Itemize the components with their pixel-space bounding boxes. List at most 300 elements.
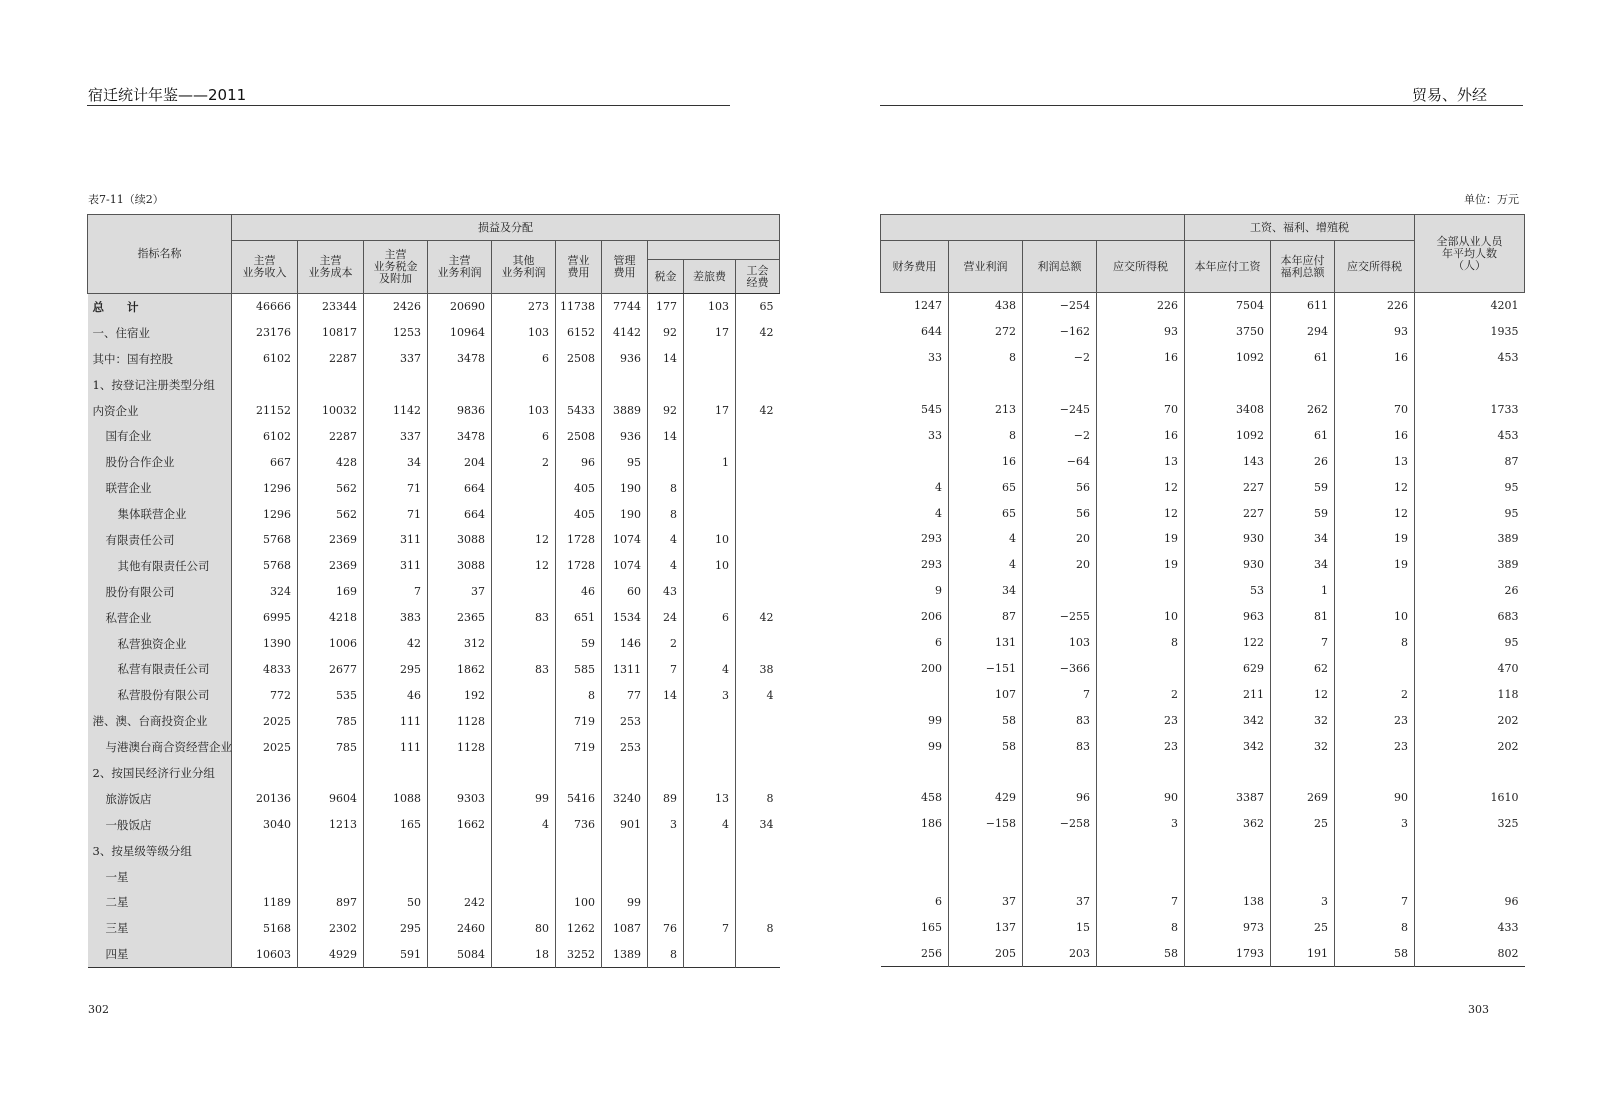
table-cell: 1 bbox=[684, 449, 736, 475]
table-cell: 1189 bbox=[232, 889, 298, 915]
table-cell: −158 bbox=[949, 811, 1023, 837]
table-cell: 100 bbox=[556, 889, 602, 915]
table-cell: 6 bbox=[492, 346, 556, 372]
table-cell: 192 bbox=[428, 682, 492, 708]
table-cell: −245 bbox=[1023, 397, 1097, 423]
table-row bbox=[88, 915, 780, 941]
table-cell: 2508 bbox=[556, 346, 602, 372]
table-cell bbox=[1271, 863, 1335, 889]
table-cell: 16 bbox=[1335, 345, 1415, 371]
table-row bbox=[88, 682, 780, 708]
table-cell bbox=[648, 889, 684, 915]
table-cell: 7744 bbox=[602, 294, 648, 320]
table-cell: 23 bbox=[1097, 733, 1185, 759]
table-cell bbox=[298, 372, 364, 398]
table-cell: 16 bbox=[949, 448, 1023, 474]
table-row bbox=[88, 501, 780, 527]
table-cell: 611 bbox=[1271, 293, 1335, 319]
table-cell: 562 bbox=[298, 475, 364, 501]
table-cell bbox=[684, 760, 736, 786]
table-cell bbox=[492, 631, 556, 657]
table-cell: 1862 bbox=[428, 656, 492, 682]
table-cell: 96 bbox=[556, 449, 602, 475]
table-row bbox=[881, 578, 1525, 604]
table-cell: 429 bbox=[949, 785, 1023, 811]
table-row bbox=[881, 422, 1525, 448]
table-cell: 25 bbox=[1271, 914, 1335, 940]
table-cell: 165 bbox=[364, 812, 428, 838]
col-header: 本年应付工资 bbox=[1185, 241, 1271, 293]
table-cell: 664 bbox=[428, 501, 492, 527]
table-cell bbox=[364, 838, 428, 864]
table-cell bbox=[492, 475, 556, 501]
table-cell: 53 bbox=[1185, 578, 1271, 604]
table-cell bbox=[736, 527, 780, 553]
table-cell: 58 bbox=[1335, 940, 1415, 966]
row-label: 2、按国民经济行业分组 bbox=[88, 760, 232, 786]
table-row bbox=[88, 941, 780, 967]
table-cell bbox=[736, 475, 780, 501]
table-cell: 4218 bbox=[298, 605, 364, 631]
table-cell: 59 bbox=[1271, 500, 1335, 526]
table-cell: 1128 bbox=[428, 734, 492, 760]
table-cell: 683 bbox=[1415, 604, 1525, 630]
table-cell: 177 bbox=[648, 294, 684, 320]
table-cell: 5084 bbox=[428, 941, 492, 967]
table-cell bbox=[232, 372, 298, 398]
table-cell: 10 bbox=[1097, 604, 1185, 630]
table-cell bbox=[1335, 578, 1415, 604]
table-row bbox=[881, 733, 1525, 759]
table-cell: 17 bbox=[684, 398, 736, 424]
table-cell: 191 bbox=[1271, 940, 1335, 966]
table-cell: 13 bbox=[684, 786, 736, 812]
table-row bbox=[881, 371, 1525, 397]
table-cell: 26 bbox=[1415, 578, 1525, 604]
row-label: 一般饭店 bbox=[88, 812, 232, 838]
table-cell: 2677 bbox=[298, 656, 364, 682]
table-cell: 3 bbox=[1271, 888, 1335, 914]
table-cell: 936 bbox=[602, 346, 648, 372]
table-cell: 5768 bbox=[232, 527, 298, 553]
table-row bbox=[88, 449, 780, 475]
table-cell: 963 bbox=[1185, 604, 1271, 630]
table-cell: −2 bbox=[1023, 345, 1097, 371]
table-cell bbox=[364, 372, 428, 398]
table-cell bbox=[1335, 863, 1415, 889]
table-cell: 3088 bbox=[428, 553, 492, 579]
table-cell: 213 bbox=[949, 397, 1023, 423]
running-header-right: 贸易、外经 bbox=[1411, 86, 1487, 104]
table-cell: 311 bbox=[364, 527, 428, 553]
table-cell: 19 bbox=[1335, 526, 1415, 552]
table-cell bbox=[736, 864, 780, 890]
table-cell: 667 bbox=[232, 449, 298, 475]
table-row bbox=[88, 605, 780, 631]
table-cell: 9303 bbox=[428, 786, 492, 812]
table-cell: 2 bbox=[1097, 681, 1185, 707]
table-cell: 253 bbox=[602, 708, 648, 734]
row-label: 内资企业 bbox=[88, 398, 232, 424]
table-cell: 87 bbox=[949, 604, 1023, 630]
table-cell: 9604 bbox=[298, 786, 364, 812]
table-cell: 14 bbox=[648, 423, 684, 449]
row-label: 四星 bbox=[88, 941, 232, 967]
table-cell: 4 bbox=[684, 656, 736, 682]
row-label: 港、澳、台商投资企业 bbox=[88, 708, 232, 734]
table-cell: 7 bbox=[684, 915, 736, 941]
table-cell: 1074 bbox=[602, 527, 648, 553]
table-row bbox=[881, 604, 1525, 630]
table-cell: 70 bbox=[1097, 397, 1185, 423]
table-cell: 3750 bbox=[1185, 319, 1271, 345]
table-row bbox=[88, 579, 780, 605]
table-cell bbox=[648, 372, 684, 398]
table-cell: 294 bbox=[1271, 319, 1335, 345]
table-row bbox=[881, 785, 1525, 811]
table-cell: 20690 bbox=[428, 294, 492, 320]
table-cell: 1247 bbox=[914, 299, 942, 313]
table-cell: 4 bbox=[935, 480, 942, 494]
table-cell: 24 bbox=[648, 605, 684, 631]
table-row bbox=[881, 681, 1525, 707]
table-cell bbox=[1097, 863, 1185, 889]
table-cell: 19 bbox=[1097, 526, 1185, 552]
table-cell: 1087 bbox=[602, 915, 648, 941]
table-row bbox=[881, 293, 1525, 319]
table-cell: 3252 bbox=[556, 941, 602, 967]
blank-group-header bbox=[881, 215, 1185, 241]
table-cell: 107 bbox=[949, 681, 1023, 707]
table-cell: 1262 bbox=[556, 915, 602, 941]
table-cell: 311 bbox=[364, 553, 428, 579]
table-cell: 111 bbox=[364, 734, 428, 760]
table-cell: 93 bbox=[1097, 319, 1185, 345]
table-cell bbox=[736, 760, 780, 786]
table-cell: 2508 bbox=[556, 423, 602, 449]
table-cell bbox=[1415, 863, 1525, 889]
table-cell: 433 bbox=[1415, 914, 1525, 940]
table-row bbox=[881, 837, 1525, 863]
table-cell bbox=[648, 838, 684, 864]
table-cell: 7 bbox=[1335, 888, 1415, 914]
table-cell: 42 bbox=[736, 605, 780, 631]
table-cell: 186 bbox=[921, 817, 942, 831]
table-cell: 23 bbox=[1097, 707, 1185, 733]
table-cell bbox=[1271, 837, 1335, 863]
table-cell: 293 bbox=[921, 558, 942, 572]
table-cell bbox=[881, 448, 949, 474]
table-cell: 545 bbox=[921, 403, 942, 416]
table-cell: 60 bbox=[602, 579, 648, 605]
col-header: 财务费用 bbox=[881, 241, 949, 293]
table-cell: 92 bbox=[648, 398, 684, 424]
table-cell bbox=[1185, 759, 1271, 785]
row-label: 一、住宿业 bbox=[88, 320, 232, 346]
table-cell: 362 bbox=[1185, 811, 1271, 837]
table-cell: 46666 bbox=[232, 294, 298, 320]
table-cell: 7504 bbox=[1185, 293, 1271, 319]
col-header: 管理 费用 bbox=[602, 241, 648, 294]
table-cell bbox=[492, 682, 556, 708]
table-cell: 4833 bbox=[232, 656, 298, 682]
header-rule-right bbox=[880, 105, 1523, 106]
table-cell: 226 bbox=[1097, 293, 1185, 319]
table-cell: 58 bbox=[949, 733, 1023, 759]
table-cell: 56 bbox=[1023, 500, 1097, 526]
row-label: 私营有限责任公司 bbox=[88, 656, 232, 682]
table-cell: 1610 bbox=[1415, 785, 1525, 811]
table-cell: 1092 bbox=[1185, 422, 1271, 448]
table-cell: 8 bbox=[1097, 914, 1185, 940]
table-row bbox=[881, 707, 1525, 733]
table-cell: 2 bbox=[492, 449, 556, 475]
table-cell: 59 bbox=[556, 631, 602, 657]
table-cell: 83 bbox=[492, 656, 556, 682]
table-cell: 253 bbox=[602, 734, 648, 760]
table-cell: 1074 bbox=[602, 553, 648, 579]
table-cell bbox=[1097, 655, 1185, 681]
table-cell bbox=[492, 372, 556, 398]
col-header: 工会 经费 bbox=[736, 260, 780, 294]
table-cell: 62 bbox=[1271, 655, 1335, 681]
table-cell: 7 bbox=[364, 579, 428, 605]
table-cell bbox=[492, 864, 556, 890]
table-cell: 226 bbox=[1335, 293, 1415, 319]
table-cell: 1296 bbox=[232, 475, 298, 501]
row-label: 股份合作企业 bbox=[88, 449, 232, 475]
subgroup-spacer bbox=[648, 241, 780, 260]
table-row bbox=[88, 760, 780, 786]
group-header-wages: 工资、福利、增殖税 bbox=[1185, 215, 1415, 241]
page-number-left: 302 bbox=[88, 1003, 109, 1016]
col-header: 其他 业务利润 bbox=[492, 241, 556, 294]
table-cell bbox=[602, 864, 648, 890]
table-cell: 10 bbox=[684, 527, 736, 553]
table-cell bbox=[648, 760, 684, 786]
table-cell: 325 bbox=[1415, 811, 1525, 837]
table-cell: 4142 bbox=[602, 320, 648, 346]
table-cell: 2460 bbox=[428, 915, 492, 941]
table-cell: 83 bbox=[492, 605, 556, 631]
table-cell bbox=[492, 760, 556, 786]
table-cell: 1142 bbox=[364, 398, 428, 424]
table-cell: 591 bbox=[364, 941, 428, 967]
table-cell bbox=[881, 681, 949, 707]
table-cell bbox=[364, 864, 428, 890]
table-cell: 6 bbox=[935, 636, 942, 650]
table-row bbox=[88, 838, 780, 864]
table-cell bbox=[1023, 759, 1097, 785]
table-cell: 293 bbox=[921, 532, 942, 546]
table-cell: 458 bbox=[921, 791, 942, 805]
table-cell: 76 bbox=[648, 915, 684, 941]
table-cell: 3040 bbox=[232, 812, 298, 838]
table-cell bbox=[949, 371, 1023, 397]
running-header-left: 宿迁统计年鉴——2011 bbox=[88, 86, 247, 104]
table-cell bbox=[736, 838, 780, 864]
table-cell bbox=[648, 864, 684, 890]
table-cell bbox=[232, 838, 298, 864]
table-cell: 32 bbox=[1271, 733, 1335, 759]
table-cell: 337 bbox=[364, 423, 428, 449]
table-cell bbox=[1335, 655, 1415, 681]
table-cell: 453 bbox=[1415, 345, 1525, 371]
table-cell: 8 bbox=[1335, 630, 1415, 656]
table-cell: 21152 bbox=[232, 398, 298, 424]
table-cell: 81 bbox=[1271, 604, 1335, 630]
table-row bbox=[88, 346, 780, 372]
table-cell: 10817 bbox=[298, 320, 364, 346]
table-cell bbox=[1097, 837, 1185, 863]
row-label: 有限责任公司 bbox=[88, 527, 232, 553]
group-header-profit: 损益及分配 bbox=[232, 215, 780, 241]
row-label: 集体联营企业 bbox=[88, 501, 232, 527]
table-cell bbox=[1023, 578, 1097, 604]
table-cell bbox=[556, 372, 602, 398]
table-cell: 111 bbox=[364, 708, 428, 734]
table-cell: 8 bbox=[736, 786, 780, 812]
table-cell: 92 bbox=[648, 320, 684, 346]
table-cell: −151 bbox=[949, 655, 1023, 681]
table-cell: 42 bbox=[736, 398, 780, 424]
table-cell: 37 bbox=[1023, 888, 1097, 914]
table-cell: 99 bbox=[492, 786, 556, 812]
table-cell bbox=[648, 449, 684, 475]
table-cell: 295 bbox=[364, 656, 428, 682]
table-cell: 5433 bbox=[556, 398, 602, 424]
table-cell: 11738 bbox=[556, 294, 602, 320]
table-cell bbox=[232, 864, 298, 890]
table-cell: 14 bbox=[648, 346, 684, 372]
table-cell: 12 bbox=[492, 553, 556, 579]
table-row bbox=[88, 398, 780, 424]
table-cell: 70 bbox=[1335, 397, 1415, 423]
table-row bbox=[88, 656, 780, 682]
table-cell: 256 bbox=[921, 946, 942, 960]
table-cell bbox=[684, 734, 736, 760]
col-header: 差旅费 bbox=[684, 260, 736, 294]
table-cell: 2369 bbox=[298, 527, 364, 553]
table-cell: 6 bbox=[492, 423, 556, 449]
table-cell: 6102 bbox=[232, 423, 298, 449]
table-cell: −258 bbox=[1023, 811, 1097, 837]
table-cell: −2 bbox=[1023, 422, 1097, 448]
page-number-right: 303 bbox=[1468, 1003, 1489, 1016]
table-cell: 143 bbox=[1185, 448, 1271, 474]
table-cell: 8 bbox=[1097, 630, 1185, 656]
table-cell: 34 bbox=[1271, 552, 1335, 578]
table-cell: 211 bbox=[1185, 681, 1271, 707]
table-row bbox=[881, 759, 1525, 785]
table-cell bbox=[602, 760, 648, 786]
table-cell bbox=[736, 734, 780, 760]
table-row bbox=[881, 319, 1525, 345]
table-cell: 18 bbox=[492, 941, 556, 967]
row-label: 私营股份有限公司 bbox=[88, 682, 232, 708]
table-cell: 1728 bbox=[556, 553, 602, 579]
table-cell: 4201 bbox=[1415, 293, 1525, 319]
table-cell: 89 bbox=[648, 786, 684, 812]
table-row bbox=[88, 423, 780, 449]
table-cell: 7 bbox=[1097, 888, 1185, 914]
table-cell: 4 bbox=[736, 682, 780, 708]
row-label: 旅游饭店 bbox=[88, 786, 232, 812]
table-cell: 3889 bbox=[602, 398, 648, 424]
table-cell: 118 bbox=[1415, 681, 1525, 707]
table-cell bbox=[684, 579, 736, 605]
table-row bbox=[88, 889, 780, 915]
table-cell: 165 bbox=[921, 920, 942, 934]
table-cell: 83 bbox=[1023, 733, 1097, 759]
table-cell bbox=[736, 372, 780, 398]
table-cell: 122 bbox=[1185, 630, 1271, 656]
table-cell: 3 bbox=[1097, 811, 1185, 837]
table-cell: 59 bbox=[1271, 474, 1335, 500]
table-cell bbox=[881, 863, 949, 889]
table-cell: 71 bbox=[364, 501, 428, 527]
table-cell: 99 bbox=[928, 739, 942, 753]
table-cell bbox=[684, 372, 736, 398]
table-cell: 337 bbox=[364, 346, 428, 372]
table-cell bbox=[1335, 371, 1415, 397]
table-cell: 65 bbox=[736, 294, 780, 320]
row-label: 国有企业 bbox=[88, 423, 232, 449]
table-cell: 4 bbox=[949, 552, 1023, 578]
table-cell: 3 bbox=[684, 682, 736, 708]
table-cell bbox=[881, 759, 949, 785]
table-row bbox=[881, 448, 1525, 474]
table-cell: 3088 bbox=[428, 527, 492, 553]
table-cell: 202 bbox=[1415, 707, 1525, 733]
table-cell bbox=[556, 838, 602, 864]
row-label: 二星 bbox=[88, 889, 232, 915]
table-cell: 3 bbox=[648, 812, 684, 838]
table-cell: 80 bbox=[492, 915, 556, 941]
table-cell bbox=[602, 372, 648, 398]
table-cell bbox=[492, 501, 556, 527]
table-cell: 1006 bbox=[298, 631, 364, 657]
table-cell bbox=[684, 941, 736, 967]
table-row bbox=[88, 294, 780, 320]
table-cell: 3240 bbox=[602, 786, 648, 812]
table-row bbox=[881, 552, 1525, 578]
table-cell: 4 bbox=[492, 812, 556, 838]
table-cell bbox=[428, 838, 492, 864]
table-cell: 3478 bbox=[428, 346, 492, 372]
table-cell: 33 bbox=[928, 351, 942, 365]
table-cell: 43 bbox=[648, 579, 684, 605]
table-cell: 99 bbox=[928, 713, 942, 727]
table-cell: 6102 bbox=[232, 346, 298, 372]
table-cell: 34 bbox=[1271, 526, 1335, 552]
table-cell bbox=[949, 759, 1023, 785]
table-cell: 95 bbox=[1415, 474, 1525, 500]
table-cell: 7 bbox=[1271, 630, 1335, 656]
table-cell: 34 bbox=[736, 812, 780, 838]
table-cell: 12 bbox=[492, 527, 556, 553]
table-cell bbox=[1097, 578, 1185, 604]
table-cell: 295 bbox=[364, 915, 428, 941]
table-cell: 58 bbox=[949, 707, 1023, 733]
table-cell: 33 bbox=[928, 428, 942, 442]
table-cell: 1728 bbox=[556, 527, 602, 553]
table-cell: 785 bbox=[298, 734, 364, 760]
table-cell: 405 bbox=[556, 475, 602, 501]
table-cell bbox=[736, 631, 780, 657]
table-cell: 269 bbox=[1271, 785, 1335, 811]
table-cell: 56 bbox=[1023, 474, 1097, 500]
